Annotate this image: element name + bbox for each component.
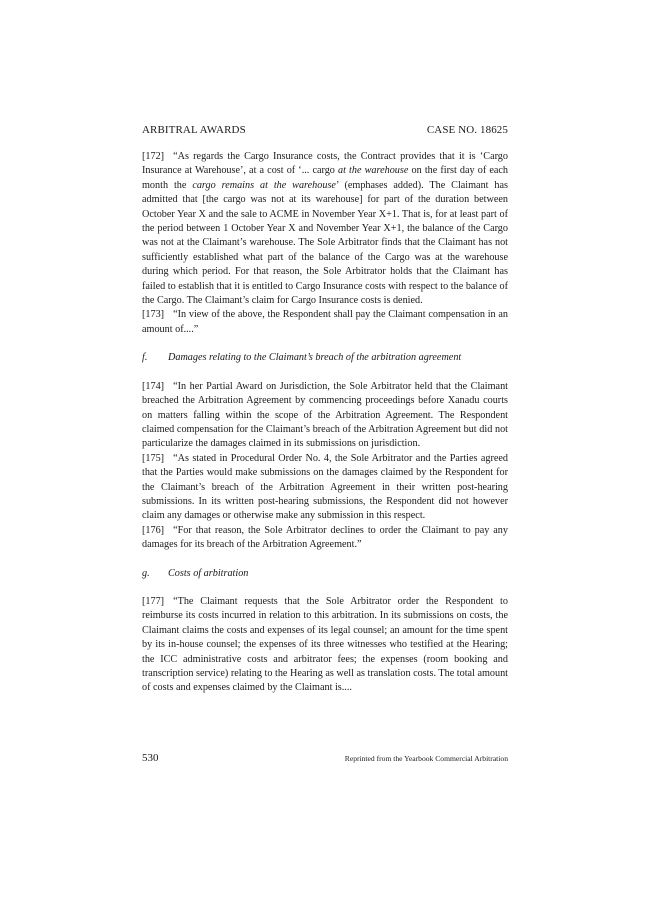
- header-title: ARBITRAL AWARDS: [142, 124, 246, 136]
- reprint-note: Reprinted from the Yearbook Commercial Arbitration: [344, 754, 508, 763]
- paragraph-text: “In view of the above, the Respondent shall pay the Claimant compensation in an amount of....”: [142, 309, 508, 335]
- paragraph-number: [176]: [142, 524, 165, 536]
- paragraph-text: “For that reason, the Sole Arbitrator declines to order the Claimant to pay any damages for its breach of the Arbitration Agreement.”: [142, 524, 508, 551]
- paragraph-number: [172]: [142, 151, 165, 162]
- running-header: [142, 124, 508, 136]
- paragraph-173: [142, 308, 508, 337]
- section-heading-f: [142, 351, 508, 365]
- paragraph-text: “The Claimant requests that the Sole Arbitrator order the Respondent to reimburse its costs incurred in relation to this arbitration. In its submissions on costs, the Claimant claims the costs and expenses of its legal counsel; an amount for the time spent by its in-house counsel; the expenses of its three witnesses who testified at the Hearing; the ICC administrative costs and arbitrator fees; the expenses (room booking and transcription service) relating to the Hearing as well as translation costs. The total amount of costs and expenses claimed by the Claimant is....: [142, 595, 508, 694]
- paragraph-number: [177]: [142, 595, 165, 607]
- paragraph-text: on the first day of each month the: [142, 165, 508, 191]
- section-heading-g: [142, 567, 508, 581]
- page-number: 530: [142, 752, 159, 764]
- section-letter: g.: [142, 567, 150, 579]
- section-title: Damages relating to the Claimant’s breach of the arbitration agreement: [168, 352, 462, 364]
- page-footer: [142, 752, 508, 764]
- paragraph-text: “As regards the Cargo Insurance costs, the Contract provides that it is ‘Cargo Insurance at Warehouse’, at a cost of ‘... cargo: [142, 151, 508, 177]
- section-letter: f.: [142, 352, 148, 364]
- paragraph-172: [142, 150, 508, 308]
- header-case-number: CASE NO. 18625: [426, 124, 508, 136]
- paragraph-177: [142, 595, 508, 696]
- section-title: Costs of arbitration: [168, 567, 249, 579]
- paragraph-text: “In her Partial Award on Jurisdiction, the Sole Arbitrator held that the Claimant breached the Arbitration Agreement by commencing proceedings before Xanadu courts on matters falling within the scope of the Arbitration Agreement. The Respondent claimed compensation for the Claimant’s breach of the Arbitration Agreement but did not particularize the damages claimed in its submissions on jurisdiction.: [142, 380, 508, 450]
- paragraph-number: [174]: [142, 380, 165, 392]
- paragraph-text: “As stated in Procedural Order No. 4, the Sole Arbitrator and the Parties agreed that the Parties would make submissions on the damages claimed by the Respondent for the Claimant’s breach of the Arbitration Agreement in their written post-hearing submissions. In its written post-hearing submissions, the Respondent did not however claim any damages or otherwise make any submission in this respect.: [142, 452, 508, 522]
- emphasis-text: at the warehouse: [338, 165, 409, 177]
- paragraph-175: [142, 452, 508, 524]
- emphasis-text: cargo remains at the warehouse: [192, 179, 336, 191]
- paragraph-176: [142, 524, 508, 553]
- paragraph-174: [142, 380, 508, 452]
- paragraph-number: [175]: [142, 452, 165, 464]
- document-body: [142, 150, 508, 696]
- paragraph-number: [173]: [142, 309, 165, 321]
- paragraph-text: ’ (emphases added). The Claimant has admitted that [the cargo was not at its warehouse] for part of the duration between October Year X and the sale to ACME in November Year X+1. That is, for at least part of the period between 1 October Year X and November Year X+1, the balance of the Cargo was not at the Claimant’s warehouse. The Sole Arbitrator finds that the Claimant has not sufficiently established what part of the balance of the Cargo was at the warehouse during which period. For that reason, the Sole Arbitrator holds that the Claimant has failed to establish that it is entitled to Cargo Insurance costs with respect to the balance of the Cargo. The Claimant’s claim for Cargo Insurance costs is denied.: [142, 179, 508, 307]
